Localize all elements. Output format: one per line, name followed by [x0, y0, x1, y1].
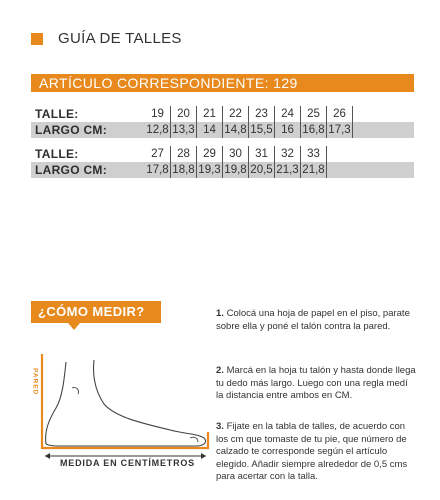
step-text: Colocá una hoja de papel en el piso, parate sobre ella y poné el talón contra la pared.	[216, 308, 410, 332]
header-bullet	[31, 33, 43, 45]
step-number: 2.	[216, 365, 224, 376]
size-cell: 32	[275, 146, 301, 162]
size-row	[31, 146, 414, 162]
measure-caption: MEDIDA EN CENTÍMETROS	[60, 458, 195, 468]
size-table-1	[31, 106, 414, 138]
length-cell: 21,8	[301, 162, 327, 178]
size-cell: 19	[145, 106, 171, 122]
ankle-detail	[72, 387, 79, 394]
length-cell: 17,3	[327, 122, 353, 138]
step-3	[216, 421, 416, 484]
length-cell: 16,8	[301, 122, 327, 138]
size-row-label: TALLE:	[35, 107, 79, 121]
size-cell: 30	[223, 146, 249, 162]
size-cells	[145, 146, 327, 162]
size-cell: 24	[275, 106, 301, 122]
length-cell: 18,8	[171, 162, 197, 178]
foot-outline	[46, 360, 206, 446]
size-row-label: TALLE:	[35, 147, 79, 161]
step-1	[216, 308, 416, 333]
length-cell: 16	[275, 122, 301, 138]
size-cell: 22	[223, 106, 249, 122]
how-to-banner	[31, 301, 161, 323]
wall-label: PARED	[31, 368, 39, 396]
foot-illustration	[28, 352, 213, 470]
step-number: 3.	[216, 421, 224, 432]
size-cells	[145, 106, 353, 122]
length-cell: 19,8	[223, 162, 249, 178]
size-cell: 21	[197, 106, 223, 122]
length-cell: 17,8	[145, 162, 171, 178]
step-2	[216, 365, 416, 403]
length-cell: 19,3	[197, 162, 223, 178]
banner-pointer	[68, 323, 80, 330]
length-cell: 15,5	[249, 122, 275, 138]
length-row-label: LARGO CM:	[35, 163, 108, 177]
length-cell: 21,3	[275, 162, 301, 178]
size-cell: 31	[249, 146, 275, 162]
article-banner	[31, 74, 414, 92]
arrow-head-left	[45, 453, 50, 459]
length-cell: 12,8	[145, 122, 171, 138]
size-cell: 27	[145, 146, 171, 162]
step-text: Fijate en la tabla de talles, de acuerdo con los cm que tomaste de tu pie, que número de calzado te corresponde según el artículo elegido. Añadir siempre alrededor de 0,5 cms para acertar con la talla.	[216, 421, 408, 482]
size-table-2	[31, 146, 414, 178]
length-cells	[145, 162, 327, 178]
size-cell: 28	[171, 146, 197, 162]
arrow-head-right	[201, 453, 206, 459]
size-cell: 29	[197, 146, 223, 162]
length-cell: 14	[197, 122, 223, 138]
size-cell: 25	[301, 106, 327, 122]
wall-floor-bracket	[42, 354, 208, 448]
step-text: Marcá en la hoja tu talón y hasta donde llega tu dedo más largo. Luego con una regla medí la distancia entre ambos en CM.	[216, 365, 416, 401]
length-cell: 14,8	[223, 122, 249, 138]
size-cell: 23	[249, 106, 275, 122]
length-cell: 13,3	[171, 122, 197, 138]
step-number: 1.	[216, 308, 224, 319]
size-row	[31, 106, 414, 122]
length-row	[31, 162, 414, 178]
length-cells	[145, 122, 353, 138]
page-title: GUÍA DE TALLES	[58, 30, 182, 47]
length-row-label: LARGO CM:	[35, 123, 108, 137]
toe-detail	[190, 437, 198, 442]
length-row	[31, 122, 414, 138]
how-to-title: ¿CÓMO MEDIR?	[38, 304, 145, 319]
size-cell: 20	[171, 106, 197, 122]
size-cell: 26	[327, 106, 353, 122]
size-cell: 33	[301, 146, 327, 162]
length-cell: 20,5	[249, 162, 275, 178]
article-title: ARTÍCULO CORRESPONDIENTE: 129	[39, 75, 298, 91]
